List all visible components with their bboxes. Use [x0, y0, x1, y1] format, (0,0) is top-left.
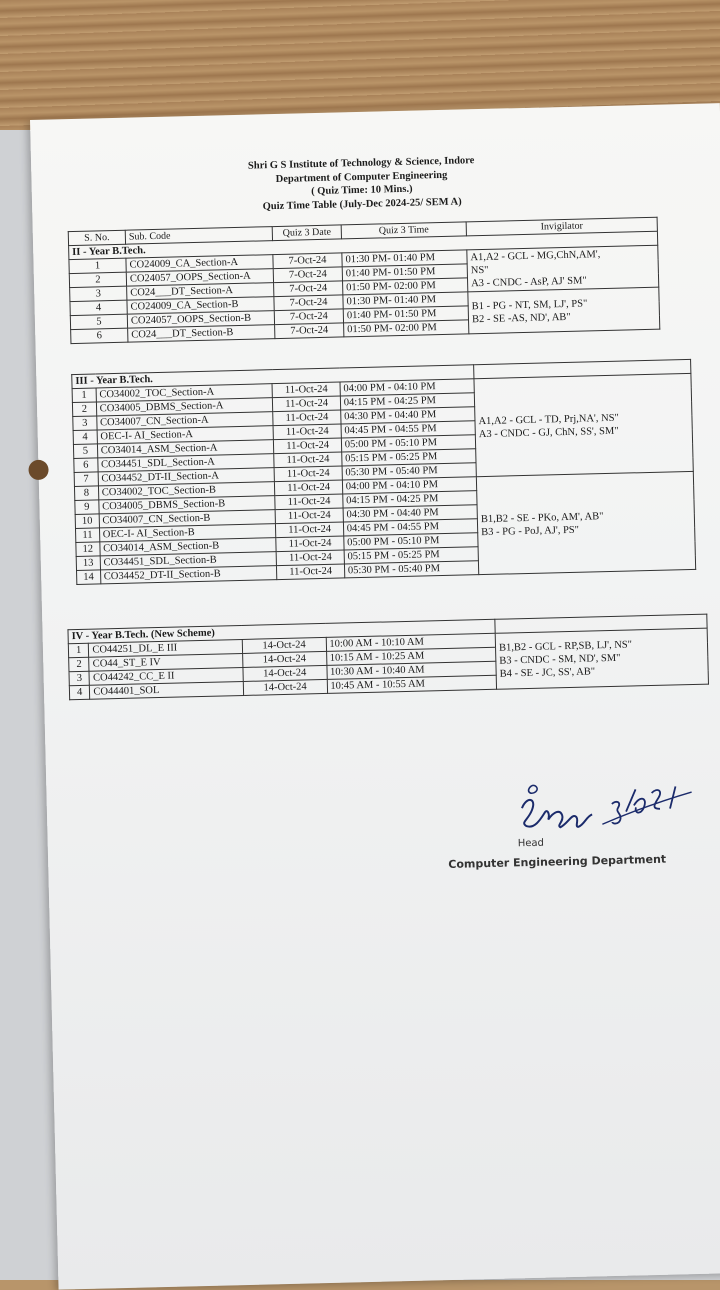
serial-number: 3 [69, 671, 90, 685]
quiz-date: 11-Oct-24 [273, 396, 341, 412]
subject-code: CO34007_CN_Section-A [96, 412, 273, 430]
quiz-date: 11-Oct-24 [277, 564, 345, 580]
quiz-date: 7-Oct-24 [274, 281, 343, 297]
quiz-time: 01:50 PM- 02:00 PM [343, 278, 468, 295]
quiz-date: 14-Oct-24 [242, 637, 326, 653]
quiz-time: 10:15 AM - 10:25 AM [326, 647, 496, 665]
quiz-date: 11-Oct-24 [272, 382, 340, 398]
quiz-date: 7-Oct-24 [274, 295, 343, 311]
serial-number: 4 [73, 430, 97, 445]
quiz-time: 01:50 PM- 02:00 PM [344, 320, 469, 337]
quiz-time: 01:40 PM- 01:50 PM [343, 306, 468, 323]
quiz-time: 04:45 PM - 04:55 PM [341, 421, 476, 438]
col-sno-header: S. No. [68, 230, 125, 245]
subject-code: CO44401_SOL [90, 681, 244, 699]
serial-number: 13 [76, 556, 100, 571]
subject-code: CO34007_CN_Section-B [99, 510, 276, 528]
serial-number: 11 [75, 528, 99, 543]
invigilator-cell [474, 373, 693, 476]
year2-table [68, 217, 661, 344]
subject-code: CO34005_DBMS_Section-B [98, 496, 275, 514]
col-invigilator-header: Invigilator [466, 217, 657, 236]
subject-code: CO34451_SDL_Section-A [97, 454, 274, 472]
quiz-time: 01:30 PM- 01:40 PM [342, 250, 467, 267]
subject-code: CO34002_TOC_Section-A [96, 384, 273, 402]
serial-number: 2 [69, 272, 126, 287]
quiz-date: 14-Oct-24 [242, 651, 326, 667]
invigilator-line: A3 - CNDC - GJ, ChN, SS', SM" [478, 425, 619, 440]
head-label: Head [517, 837, 545, 850]
serial-number: 7 [74, 472, 98, 487]
col-code-header: Sub. Code [125, 227, 272, 245]
invigilator-cell [495, 628, 708, 689]
quiz-date: 11-Oct-24 [275, 480, 343, 496]
quiz-date: 11-Oct-24 [276, 522, 344, 538]
quiz-date: 11-Oct-24 [277, 550, 345, 566]
invigilator-cell [476, 471, 695, 574]
quiz-date: 7-Oct-24 [274, 309, 343, 325]
quiz-date: 11-Oct-24 [276, 536, 344, 552]
quiz-date: 11-Oct-24 [275, 494, 343, 510]
quiz-time: 01:30 PM- 01:40 PM [343, 292, 468, 309]
quiz-date: 7-Oct-24 [273, 267, 342, 283]
signature-department: Computer Engineering Department [448, 852, 667, 871]
serial-number: 6 [71, 328, 128, 343]
subject-code: CO34005_DBMS_Section-A [96, 398, 273, 416]
quiz-date: 11-Oct-24 [275, 466, 343, 482]
subject-code: CO24057_OOPS_Section-B [127, 311, 274, 329]
subject-code: CO34452_DT-II_Section-B [100, 566, 277, 584]
invigilator-line: NS" [470, 264, 489, 277]
invigilator-line: A1,A2 - GCL - TD, Prj,NA', NS" [478, 412, 619, 427]
quiz-date: 11-Oct-24 [276, 508, 344, 524]
subject-code: CO34014_ASM_Section-B [100, 538, 277, 556]
serial-number: 5 [73, 444, 97, 459]
serial-number: 1 [72, 388, 96, 403]
quiz-date: 7-Oct-24 [275, 323, 344, 339]
subject-code: CO24057_OOPS_Section-A [126, 269, 273, 287]
subject-code: CO34014_ASM_Section-A [97, 440, 274, 458]
quiz-time: 04:30 PM - 04:40 PM [343, 505, 478, 522]
serial-number: 3 [70, 286, 127, 301]
quiz-time: 04:00 PM - 04:10 PM [340, 379, 475, 396]
quiz-date: 11-Oct-24 [274, 424, 342, 440]
year4-table [67, 614, 709, 701]
invigilator-line: A3 - CNDC - AsP, AJ' SM" [470, 275, 587, 290]
quiz-time: 10:00 AM - 10:10 AM [326, 633, 496, 651]
department-name: Department of Computer Engineering [275, 169, 448, 185]
serial-number: 5 [70, 314, 127, 329]
institute-name: Shri G S Institute of Technology & Science, Indore [247, 155, 475, 172]
subject-code: CO44251_DL_E III [89, 639, 243, 657]
invigilator-line: B4 - SE - JC, SS', AB" [499, 666, 596, 680]
invigilator-line: B1,B2 - GCL - RP,SB, LJ', NS" [498, 639, 633, 654]
quiz-time: 05:15 PM - 05:25 PM [344, 547, 479, 564]
serial-number: 10 [75, 514, 99, 529]
subject-code: CO44242_CC_E II [89, 667, 243, 685]
subject-code: CO24009_CA_Section-A [126, 255, 273, 273]
quiz-date: 11-Oct-24 [273, 410, 341, 426]
quiz-time: 10:45 AM - 10:55 AM [327, 675, 497, 693]
quiz-time: 05:00 PM - 05:10 PM [341, 435, 476, 452]
quiz-time: 05:00 PM - 05:10 PM [344, 533, 479, 550]
quiz-date: 7-Oct-24 [273, 253, 342, 269]
serial-number: 2 [69, 657, 90, 671]
quiz-time: 04:15 PM - 04:25 PM [340, 393, 475, 410]
serial-number: 6 [74, 458, 98, 473]
quiz-time: 05:30 PM - 05:40 PM [344, 561, 479, 578]
subject-code: CO44_ST_E IV [89, 653, 243, 671]
col-time-header: Quiz 3 Time [341, 222, 466, 239]
serial-number: 3 [73, 416, 97, 431]
document-header [31, 149, 692, 219]
invigilator-line: B2 - SE -AS, ND', AB" [471, 311, 571, 325]
quiz-time: 04:15 PM - 04:25 PM [343, 491, 478, 508]
serial-number: 1 [68, 643, 89, 657]
year2-label: II - Year B.Tech. [69, 231, 658, 259]
invigilator-line: B3 - CNDC - SM, ND', SM" [499, 652, 621, 667]
serial-number: 4 [70, 300, 127, 315]
subject-code: CO24___DT_Section-A [127, 283, 274, 301]
serial-number: 2 [72, 402, 96, 417]
serial-number: 14 [77, 570, 101, 585]
quiz-time: 04:30 PM - 04:40 PM [340, 407, 475, 424]
quiz-date: 14-Oct-24 [243, 665, 327, 681]
invigilator-cell [467, 245, 659, 292]
subject-code: CO24___DT_Section-B [128, 325, 275, 343]
year3-label: III - Year B.Tech. [72, 365, 474, 389]
invigilator-line: B1 - PG - NT, SM, LJ', PS" [471, 297, 588, 312]
subject-code: CO34451_SDL_Section-B [100, 552, 277, 570]
quiz-date: 11-Oct-24 [274, 438, 342, 454]
document-sheet [30, 103, 720, 1290]
serial-number: 1 [69, 258, 126, 273]
subject-code: CO34002_TOC_Section-B [98, 482, 275, 500]
quiz-time: 01:40 PM- 01:50 PM [342, 264, 467, 281]
serial-number: 8 [74, 486, 98, 501]
quiz-time: 05:15 PM - 05:25 PM [341, 449, 476, 466]
punch-hole [28, 460, 48, 480]
quiz-time: 04:00 PM - 04:10 PM [342, 477, 477, 494]
year3-table [71, 359, 696, 585]
serial-number: 12 [76, 542, 100, 557]
quiz-time-note: ( Quiz Time: 10 Mins.) [310, 183, 413, 198]
invigilator-line: B3 - PG - PoJ, AJ', PS" [481, 524, 580, 538]
quiz-time: 05:30 PM - 05:40 PM [342, 463, 477, 480]
invigilator-cell [468, 287, 660, 334]
col-date-header: Quiz 3 Date [272, 225, 341, 241]
invigilator-line: B1,B2 - SE - PKo, AM', AB" [480, 510, 604, 525]
serial-number: 4 [69, 685, 90, 699]
quiz-date: 11-Oct-24 [274, 452, 342, 468]
invigilator-line: A1,A2 - GCL - MG,ChN,AM', [470, 249, 601, 264]
serial-number: 9 [75, 500, 99, 515]
subject-code: CO34452_DT-II_Section-A [98, 468, 275, 486]
subject-code: OEC-I- AI_Section-A [97, 426, 274, 444]
quiz-date: 14-Oct-24 [243, 679, 327, 695]
quiz-time: 10:30 AM - 10:40 AM [326, 661, 496, 679]
quiz-time: 04:45 PM - 04:55 PM [343, 519, 478, 536]
year4-label: IV - Year B.Tech. (New Scheme) [68, 619, 495, 643]
subject-code: CO24009_CA_Section-B [127, 297, 274, 315]
subject-code: OEC-I- AI_Section-B [99, 524, 276, 542]
document-title: Quiz Time Table (July-Dec 2024-25/ SEM A) [262, 195, 462, 212]
